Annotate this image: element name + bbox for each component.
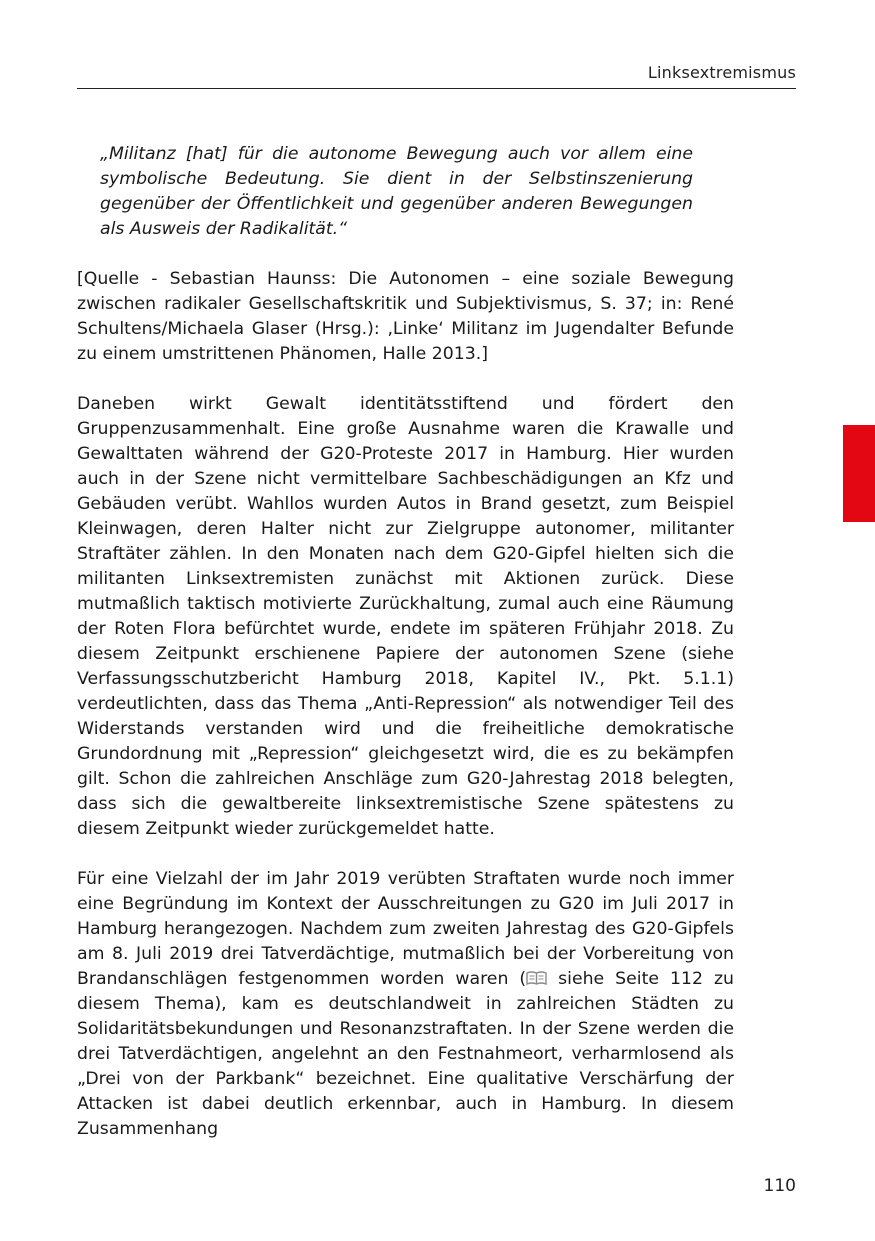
paragraph-1: Daneben wirkt Gewalt identitätsstiftend und fördert den Gruppenzusammenhalt. Eine große Ausnahme waren die Krawalle und Gewalttaten während der G20-Proteste 2017 in Hamburg. Hier wurden auch in der Szene nicht vermittelbare Sachbeschädigungen an Kfz und Gebäuden verübt. Wahllos wurden Autos in Brand gesetzt, zum Beispiel Kleinwagen, deren Halter nicht zur Zielgruppe autonomer, militanter Straftäter zählen. In den Monaten nach dem G20-Gipfel hielten sich die militanten Linksextremisten zunächst mit Aktionen zurück. Diese mutmaßlich taktisch motivierte Zurückhaltung, zumal auch eine Räumung der Roten Flora befürchtet wurde, endete im späteren Frühjahr 2018. Zu diesem Zeitpunkt erschienene Papiere der autonomen Szene (siehe Verfassungsschutzbericht Hamburg 2018, Kapitel IV., Pkt. 5.1.1) verdeutlichten, dass das Thema „Anti-Repression“ als notwendiger Teil des Widerstands verstanden wird und die freiheitliche demokratische Grundordnung mit „Repression“ gleichgesetzt wird, die es zu bekämpfen gilt. Schon die zahlreichen Anschläge zum G20-Jahrestag 2018 belegten, dass sich die gewaltbereite linksextremistische Szene spätestens zu diesem Zeitpunkt wieder zurückgemeldet hatte. bbox=[77, 394, 734, 839]
chapter-tab-marker bbox=[843, 425, 875, 522]
page-body bbox=[77, 142, 734, 1142]
running-header: Linksextremismus bbox=[647, 63, 796, 82]
paragraph-2 bbox=[77, 867, 734, 1142]
header-rule bbox=[77, 88, 796, 89]
page-number: 110 bbox=[763, 1176, 796, 1196]
source-citation: [Quelle - Sebastian Haunss: Die Autonomen – eine soziale Bewegung zwischen radikaler Gesellschaftskritik und Subjektivismus, S. 37; in: René Schultens/Michaela Glaser (Hrsg.): ‚Linke‘ Militanz im Jugendalter Befunde zu einem umstrittenen Phänomen, Halle 2013.] bbox=[77, 269, 734, 364]
block-quote: „Militanz [hat] für die autonome Bewegung auch vor allem eine symbolische Bedeutung. Sie dient in der Selbstinszenierung gegenüber der Öffentlichkeit und gegenüber anderen Bewegungen als Ausweis der Radikalität.“ bbox=[100, 144, 693, 239]
paragraph-2-end: siehe Seite 112 zu diesem Thema), kam es deutschlandweit in zahlreichen Städten zu Solidaritätsbekundungen und Resonanzstraftaten. In der Szene werden die drei Tatverdächtigen, angelehnt an den Festnahmeort, verharmlosend als „Drei von der Parkbank“ bezeichnet. Eine qualitative Verschärfung der Attacken ist dabei deutlich erkennbar, auch in Hamburg. In diesem Zusammenhang bbox=[77, 969, 734, 1139]
book-icon bbox=[526, 969, 547, 984]
paragraph-2-start: Für eine Vielzahl der im Jahr 2019 verübten Straftaten wurde noch immer eine Begründung im Kontext der Ausschreitungen zu G20 im Juli 2017 in Hamburg herangezogen. Nachdem zum zweiten Jahrestag des G20-Gipfels am 8. Juli 2019 drei Tatverdächtige, mutmaßlich bei der Vorbereitung von Brandanschlägen festgenommen worden waren ( bbox=[77, 869, 734, 989]
